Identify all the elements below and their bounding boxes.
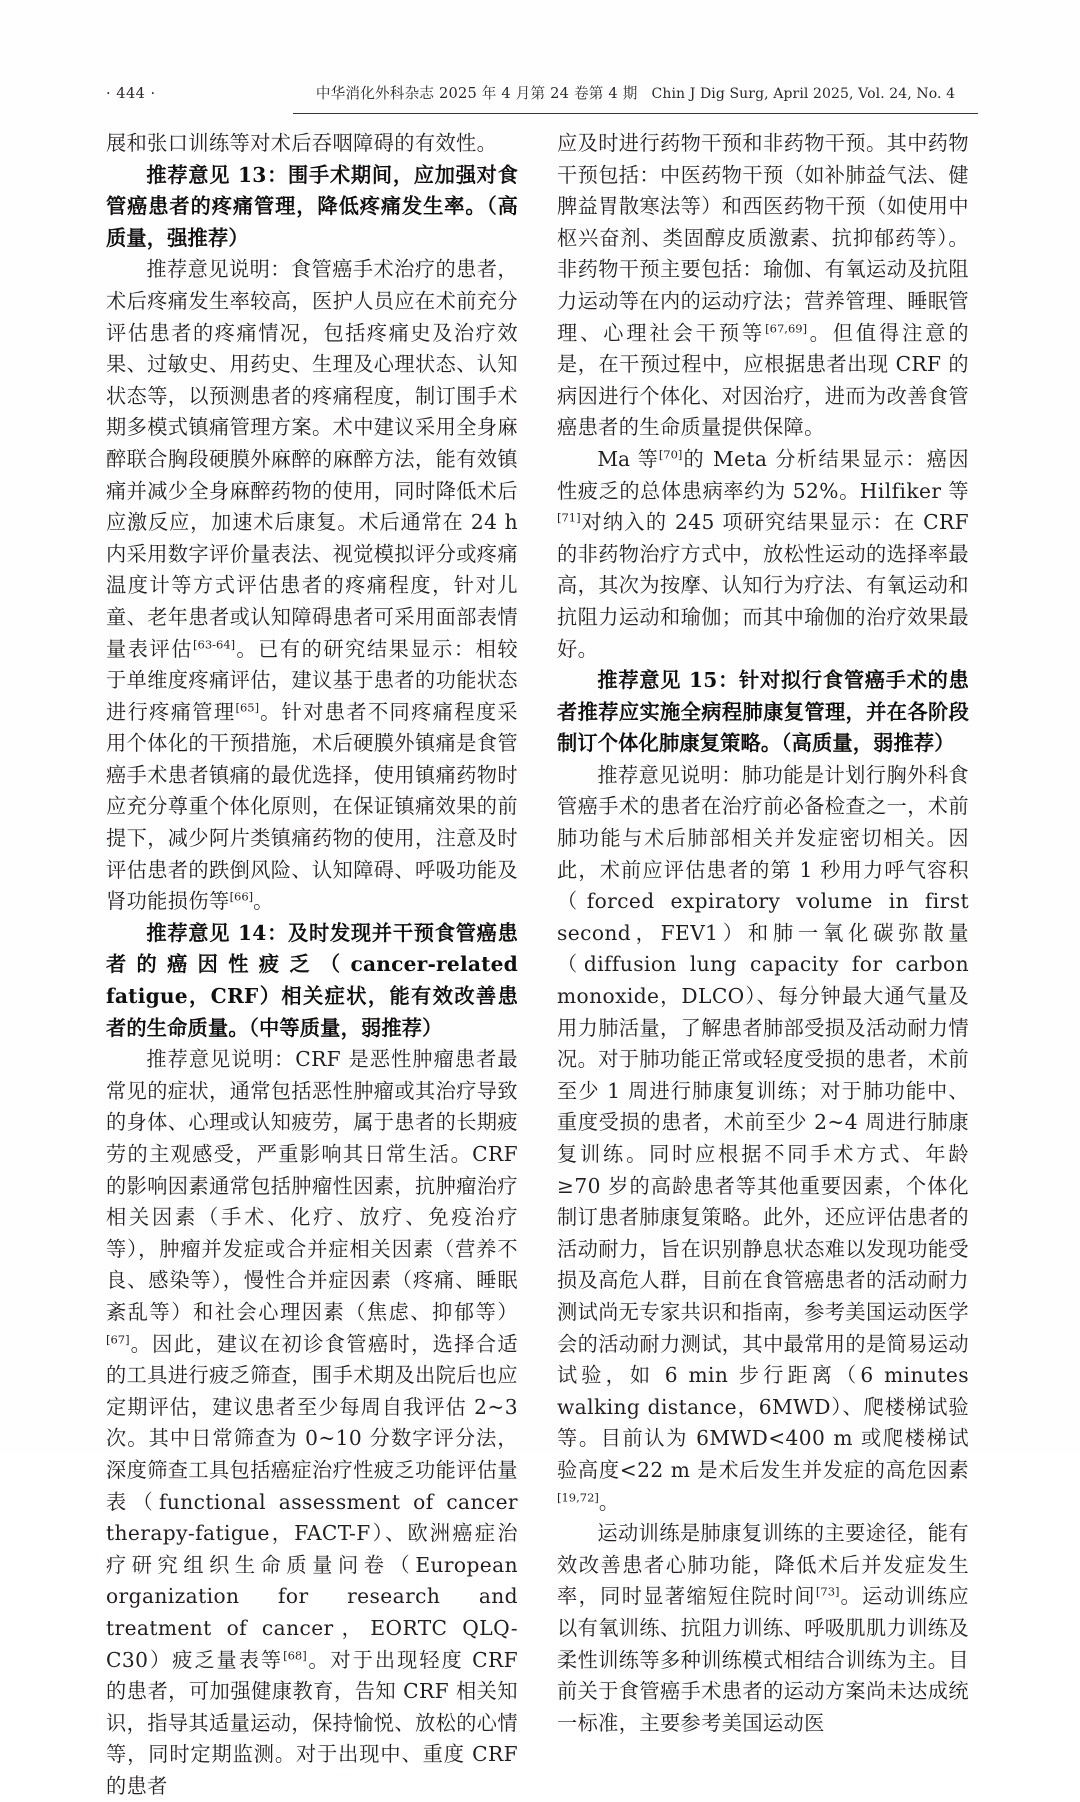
text-run: 。运动训练应以有氧训练、抗阻力训练、呼吸肌肌力训练及柔性训练等多种训练模式相结合训练为主。目前关于食管癌手术患者的运动方案尚未达成统一标准，主要参考美国运动医 [557,1584,969,1735]
text-run: 对纳入的 245 项研究结果显示：在 CRF 的非药物治疗方式中，放松性运动的选择率最高，其次为按摩、认知行为疗法、有氧运动和抗阻力运动和瑜伽；而其中瑜伽的治疗效果最好。 [557,510,969,661]
text-run: 。 [598,1489,620,1514]
text-run: 推荐意见说明：CRF 是恶性肿瘤患者最常见的症状，通常包括恶性肿瘤或其治疗导致的身体、心理或认知疲劳，属于患者的长期疲劳的主观感受，严重影响其日常生活。CRF 的影响因素通常包括肿瘤性因素，抗肿瘤治疗相关因素（手术、化疗、放疗、免疫治疗等），肿瘤并发症或合并症相关因素（营养不良、感染等），慢性合并症因素（疼痛、睡眠紊乱等）和社会心理因素（焦虑、抑郁等） [106,1047,518,1324]
header-rule [293,113,978,114]
page-number: · 444 · [106,86,156,102]
reference-68: [68] [283,1647,307,1662]
right-column [557,128,969,1739]
text-run: 推荐意见说明：肺功能是计划行胸外科食管癌手术的患者在治疗前必备检查之一，术前肺功能与术后肺部相关并发症密切相关。因此，术前应评估患者的第 1 秒用力呼气容积（forced expiratory volume in first second，FEV1）和肺一氧化碳弥散量（diffusion lung capacity for carbon monoxide，DLCO）、每分钟最大通气量及用力肺活量，了解患者肺部受损及活动耐力情况。对于肺功能正常或轻度受损的患者，术前至少 1 周进行肺康复训练；对于肺功能中、重度受损的患者，术前至少 2~4 周进行肺康复训练。同时应根据不同手术方式、年龄≥70 岁的高龄患者等其他重要因素，个体化制订患者肺康复策略。此外，还应评估患者的活动耐力，旨在识别静息状态难以发现功能受损及高危人群，目前在食管癌患者的活动耐力测试尚无专家共识和指南，参考美国运动医学会的活动耐力测试，其中最常用的是简易运动试验，如 6 min 步行距离（6 minutes walking distance，6MWD）、爬楼梯试验等。目前认为 6MWD<400 m 或爬楼梯试验高度<22 m 是术后发生并发症的高危因素 [557,762,969,1482]
text-run: 。因此，建议在初诊食管癌时，选择合适的工具进行疲乏筛查，围手术期及出院后也应定期评估，建议患者至少每周自我评估 2~3 次。其中日常筛查为 0~10 分数字评分法，深度筛查工具包括癌症治疗性疲乏功能评估量表（functional assessment of cancer therapy-fatigue，FACT-F）、欧洲癌症治疗研究组织生命质量问卷（European organization for research and treatment of cancer，EORTC QLQ-C30）疲乏量表等 [106,1331,518,1672]
reference-66: [66] [229,889,254,904]
journal-header [293,84,978,104]
text-run: 运动训练是肺康复训练的主要途径，能有效改善患者心肺功能，降低术后并发症发生率，同时显著缩短住院时间 [557,1521,969,1609]
running-head [106,84,978,114]
reference-67: [67] [106,1331,130,1346]
text-run: 。对于出现轻度 CRF 的患者，可加强健康教育，告知 CRF 相关知识，指导其适量运动，保持愉悦、放松的心情等，同时定期监测。对于出现中、重度 CRF 的患者 [106,1647,518,1798]
recommendation-15: 推荐意见 15：针对拟行食管癌手术的患者推荐应实施全病程肺康复管理，并在各阶段制订个体化肺康复策略。（高质量，弱推荐） [557,668,969,756]
reference-19-72: [19,72] [557,1489,599,1504]
recommendation-14-explanation [106,1044,518,1802]
recommendation-13: 推荐意见 13：围手术期间，应加强对食管癌患者的疼痛管理，降低疼痛发生率。（高质量，强推荐） [106,162,518,250]
text-run: 。但值得注意的是，在干预过程中，应根据患者出现 CRF 的病因进行个体化、对因治疗，进而为改善食管癌患者的生命质量提供保障。 [557,320,969,440]
paragraph-continued-right [557,128,969,444]
left-column [106,128,518,1802]
reference-71: [71] [557,510,581,525]
reference-67-69: [67,69] [765,320,808,335]
reference-63-64: [63-64] [193,636,236,651]
journal-title-cn: 中华消化外科杂志 2025 年 4 月第 24 卷第 4 期 [315,85,638,102]
reference-70: [70] [658,447,683,462]
reference-65: [65] [235,699,260,714]
recommendation-15-explanation [557,760,969,1518]
text-run: 应及时进行药物干预和非药物干预。其中药物干预包括：中医药物干预（如补肺益气法、健脾益胃散寒法等）和西医药物干预（如使用中枢兴奋剂、类固醇皮质激素、抗抑郁药等）。非药物干预主要包括：瑜伽、有氧运动及抗阻力运动等在内的运动疗法；营养管理、睡眠管理、心理社会干预等 [557,131,969,345]
body-columns [106,128,978,1798]
text-run: 的 Meta 分析结果显示：癌因性疲乏的总体患病率约为 52%。Hilfiker 等 [557,446,969,503]
text-run: 。针对患者不同疼痛程度采用个体化的干预措施，术后硬膜外镇痛是食管癌手术患者镇痛的最优选择，使用镇痛药物时应充分尊重个体化原则，在保证镇痛效果的前提下，减少阿片类镇痛药物的使用，注意及时评估患者的跌倒风险、认知障碍、呼吸功能及肾功能损伤等 [106,699,518,914]
journal-title-en: Chin J Dig Surg, April 2025, Vol. 24, No. 4 [651,86,956,102]
text-run: 。已有的研究结果显示：相较于单维度疼痛评估，建议基于患者的功能状态进行疼痛管理 [106,636,518,724]
recommendation-13-explanation [106,254,518,917]
text-run: Ma 等 [597,446,659,471]
text-run: 。 [253,889,274,914]
text-run: 推荐意见说明：食管癌手术治疗的患者，术后疼痛发生率较高，医护人员应在术前充分评估患者的疼痛情况，包括疼痛史及治疗效果、过敏史、用药史、生理及心理状态、认知状态等，以预测患者的疼痛程度，制订围手术期多模式镇痛管理方案。术中建议采用全身麻醉联合胸段硬膜外麻醉的麻醉方法，能有效镇痛并减少全身麻醉药物的使用，同时降低术后应激反应，加速术后康复。术后通常在 24 h 内采用数字评价量表法、视觉模拟评分或疼痛温度计等方式评估患者的疼痛程度，针对儿童、老年患者或认知障碍患者可采用面部表情量表评估 [106,257,518,661]
exercise-training-paragraph [557,1518,969,1739]
paragraph-continued: 展和张口训练等对术后吞咽障碍的有效性。 [106,131,498,155]
reference-73: [73] [815,1584,840,1599]
recommendation-14: 推荐意见 14：及时发现并干预食管癌患者的癌因性疲乏（cancer-related fatigue，CRF）相关症状，能有效改善患者的生命质量。（中等质量，弱推荐） [106,920,518,1040]
meta-analysis-paragraph [557,444,969,665]
